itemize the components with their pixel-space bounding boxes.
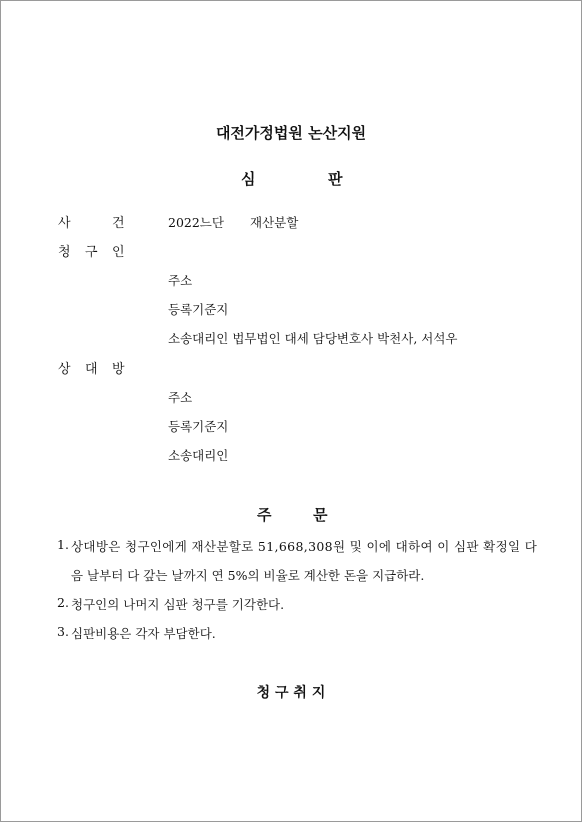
order-3-line-1: 심판비용은 각자 부담한다. <box>71 626 216 641</box>
case-number: 2022느단 <box>168 215 224 230</box>
claimant-registry: 등록기준지 <box>168 302 229 317</box>
case-label-char-1: 사 <box>58 216 71 231</box>
order-1-line-1: 상대방은 청구인에게 재산분할로 51,668,308원 및 이에 대하여 이 심판 확정일 다 <box>71 539 538 554</box>
case-name: 재산분할 <box>250 215 299 230</box>
case-label-char-2: 건 <box>112 216 125 231</box>
title-char-2: 판 <box>328 170 343 188</box>
disposition-heading-char-2: 문 <box>313 506 328 524</box>
claimant-label-char-2: 구 <box>85 245 98 260</box>
title-char-1: 심 <box>241 170 256 188</box>
respondent-label-char-3: 방 <box>112 362 125 377</box>
claimant-label-char-1: 청 <box>58 245 71 260</box>
claimant-attorney: 소송대리인 법무법인 대세 담당변호사 박천사, 서석우 <box>168 331 458 346</box>
order-2-line-1: 청구인의 나머지 심판 청구를 기각한다. <box>71 597 285 612</box>
disposition-heading-char-1: 주 <box>257 506 272 524</box>
order-1-line-2: 음 날부터 다 갚는 날까지 연 5%의 비율로 계산한 돈을 지급하라. <box>71 568 425 583</box>
claim-purpose-heading: 청 구 취 지 <box>256 685 326 701</box>
respondent-attorney: 소송대리인 <box>168 448 229 463</box>
order-3-number: 3. <box>57 624 69 639</box>
order-1-number: 1. <box>57 537 69 552</box>
court-name: 대전가정법원 논산지원 <box>215 124 367 142</box>
claimant-label-char-3: 인 <box>112 245 125 260</box>
claimant-address: 주소 <box>168 273 193 288</box>
respondent-registry: 등록기준지 <box>168 419 229 434</box>
order-2-number: 2. <box>57 595 69 610</box>
respondent-address: 주소 <box>168 390 193 405</box>
respondent-label-char-1: 상 <box>58 362 71 377</box>
respondent-label-char-2: 대 <box>85 362 98 377</box>
